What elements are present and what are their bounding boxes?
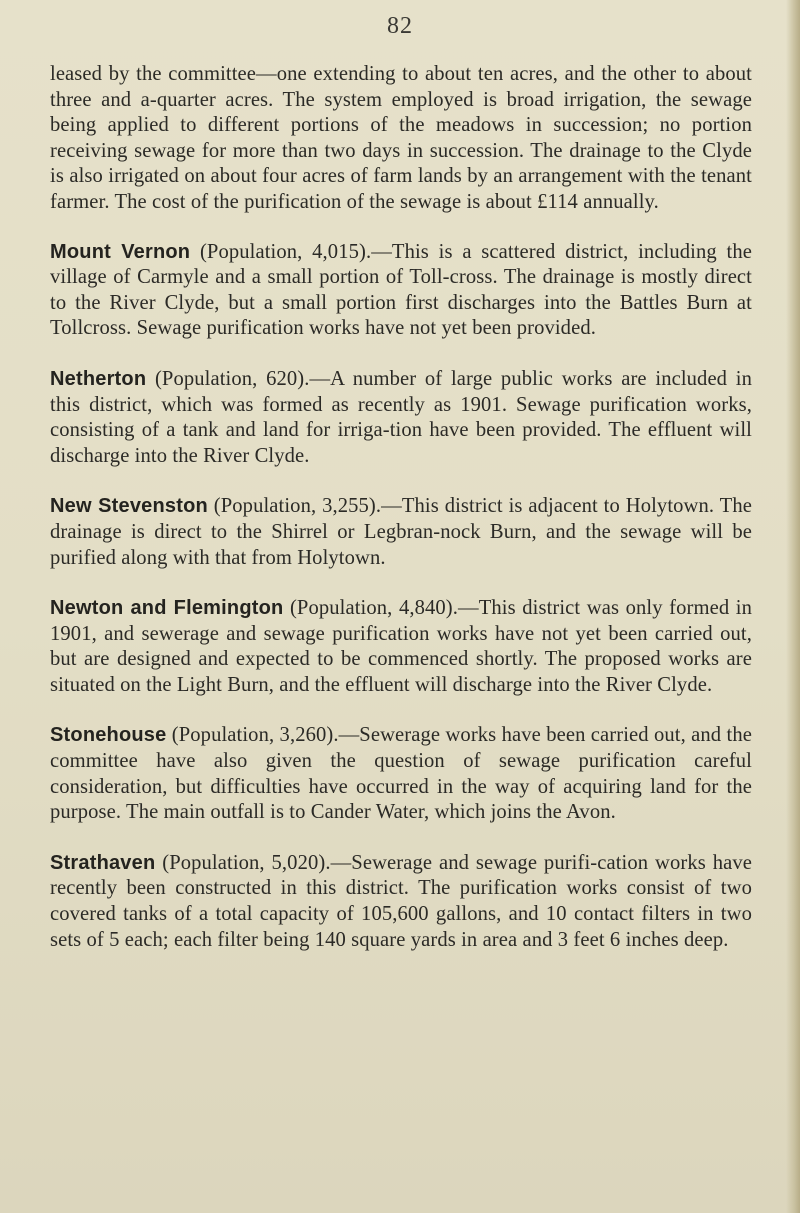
entry-stonehouse — [50, 723, 752, 825]
entry-text-new-stevenston: (Population, 3,255).—This district is adjacent to Holytown. The drainage is direct to the Shirrel or Legbran-nock Burn, and the sewage will be purified along with that from Holytown. — [50, 495, 752, 569]
entry-text-stonehouse: (Population, 3,260).—Sewerage works have been carried out, and the committee have also given the question of sewage purification careful consideration, but difficulties have occurred in the way of acquiring land for the purpose. The main outfall is to Cander Water, which joins the Avon. — [50, 724, 752, 824]
entry-heading-newton-and-flemington: Newton and Flemington — [50, 597, 284, 620]
entry-heading-new-stevenston: New Stevenston — [50, 495, 208, 518]
entry-strathaven — [50, 851, 752, 953]
entry-text-netherton: (Population, 620).—A number of large public works are included in this district, which was formed as recently as 1901. Sewage purification works, consisting of a tank and land for irriga-tion have been provided. The effluent will discharge into the River Clyde. — [50, 367, 752, 467]
entry-heading-netherton: Netherton — [50, 367, 147, 390]
entry-new-stevenston — [50, 494, 752, 571]
entry-newton-and-flemington — [50, 596, 752, 698]
entry-heading-stonehouse: Stonehouse — [50, 724, 167, 747]
page-body — [50, 62, 752, 953]
entry-heading-mount-vernon: Mount Vernon — [50, 240, 191, 263]
page-number: 82 — [387, 13, 413, 39]
entry-text-newton-and-flemington: (Population, 4,840).—This district was only formed in 1901, and sewerage and sewage purification works have not yet been carried out, but are designed and expected to be commenced shortly. The proposed works are situated on the Light Burn, and the effluent will discharge into the River Clyde. — [50, 597, 753, 696]
entry-heading-strathaven: Strathaven — [50, 851, 156, 874]
entry-text-strathaven: (Population, 5,020).—Sewerage and sewage purifi-cation works have recently been constructed in this district. The purification works consist of two covered tanks of a total capacity of 105,600 gallons, and 10 contact filters in two sets of 5 each; each filter being 140 square yards in area and 3 feet 6 inches deep. — [50, 851, 752, 951]
entry-mount-vernon — [50, 240, 752, 342]
intro-paragraph: leased by the committee—one extending to about ten acres, and the other to about three and a-quarter acres. The system employed is broad irrigation, the sewage being applied to different portions of the meadows in succession; no portion receiving sewage for more than two days in succession. The drainage to the Clyde is also irrigated on about four acres of farm lands by an arrangement with the tenant farmer. The cost of the purification of the sewage is about £114 annually. — [50, 63, 752, 213]
entry-text-mount-vernon: (Population, 4,015).—This is a scattered district, including the village of Carmyle and a small portion of Toll-cross. The drainage is mostly direct to the River Clyde, but a small portion first discharges into the Battles Burn at Tollcross. Sewage purification works have not yet been provided. — [50, 240, 752, 340]
page-edge-shadow — [786, 0, 800, 1213]
entry-netherton — [50, 367, 752, 469]
